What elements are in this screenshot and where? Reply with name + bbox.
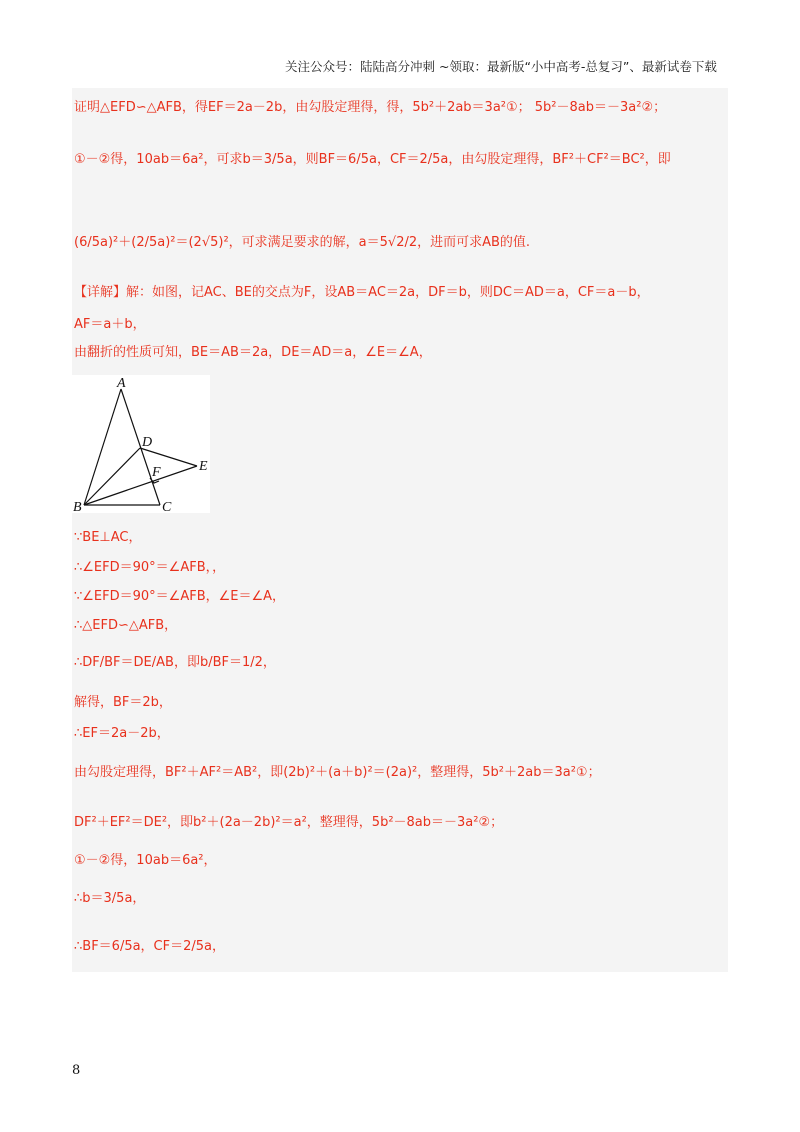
solution-line	[74, 764, 601, 782]
solution-line	[74, 344, 432, 362]
solution-block	[72, 88, 728, 972]
line-text: ∵BE⊥AC，	[74, 530, 142, 545]
solution-line	[74, 694, 172, 712]
solution-line	[74, 316, 146, 334]
solution-line	[74, 725, 170, 743]
geometry-figure	[72, 375, 210, 513]
triangle-diagram	[72, 375, 210, 513]
line-text: 证明△EFD∽△AFB，得EF＝2a－2b，由勾股定理得，得，5b²＋2ab＝3a²①； 5b²－8ab＝－3a²②；	[74, 100, 667, 115]
solution-line	[74, 99, 666, 117]
line-text: ∵∠EFD＝90°＝∠AFB，∠E＝∠A，	[74, 589, 286, 604]
line-text: ∴EF＝2a－2b，	[74, 726, 170, 741]
solution-line	[74, 284, 650, 302]
label-e: E	[199, 459, 208, 474]
solution-line	[74, 529, 141, 547]
line-text: ∴∠EFD＝90°＝∠AFB，，	[74, 560, 226, 575]
label-a: A	[117, 376, 126, 391]
solution-line	[74, 234, 530, 252]
line-text: ∴b＝3/5a，	[74, 891, 146, 906]
segment-ab	[84, 389, 121, 505]
line-text: AF＝a＋b，	[74, 317, 146, 332]
segment-bd	[84, 448, 140, 505]
line-text: 由翻折的性质可知，BE＝AB＝2a，DE＝AD＝a，∠E＝∠A，	[74, 345, 432, 360]
line-text: 【详解】解：如图，记AC、BE的交点为F，设AB＝AC＝2a，DF＝b，则DC＝AD＝a，CF＝a－b，	[74, 285, 650, 300]
solution-line	[74, 814, 503, 832]
segment-de	[140, 448, 197, 466]
line-text: ∴DF/BF＝DE/AB，即b/BF＝1/2，	[74, 655, 276, 670]
line-text: ∴△EFD∽△AFB，	[74, 618, 178, 633]
solution-line	[74, 890, 145, 908]
solution-line	[74, 852, 217, 870]
line-text: 由勾股定理得，BF²＋AF²＝AB²，即(2b)²＋(a＋b)²＝(2a)²，整理得，5b²＋2ab＝3a²①；	[74, 765, 601, 780]
solution-line	[74, 151, 671, 169]
segment-ac	[121, 389, 160, 505]
line-text: DF²＋EF²＝DE²，即b²＋(2a－2b)²＝a²，整理得，5b²－8ab＝－3a²②；	[74, 815, 504, 830]
label-d: D	[142, 435, 153, 450]
line-text: ①－②得，10ab＝6a²，可求b＝3/5a，则BF＝6/5a，CF＝2/5a，由勾股定理得，BF²＋CF²＝BC²，即	[74, 152, 671, 167]
solution-line	[74, 654, 276, 672]
line-text: 解得，BF＝2b，	[74, 695, 172, 710]
solution-line	[74, 938, 225, 956]
solution-line	[74, 559, 225, 577]
solution-line	[74, 588, 285, 606]
solution-line	[74, 617, 177, 635]
page-header: 关注公众号：陆陆高分冲刺 ~领取：最新版“小中高考-总复习”、最新试卷下载	[285, 59, 717, 74]
line-text: ∴BF＝6/5a，CF＝2/5a，	[74, 939, 225, 954]
segment-be	[84, 466, 197, 505]
line-text: (6/5a)²＋(2/5a)²＝(2√5)²，可求满足要求的解，a＝5√2/2，进而可求AB的值.	[74, 235, 531, 250]
label-c: C	[162, 500, 172, 513]
line-text: ①－②得，10ab＝6a²，	[74, 853, 217, 868]
page-number: 8	[72, 1063, 81, 1078]
label-b: B	[73, 500, 82, 513]
label-f: F	[152, 465, 161, 480]
